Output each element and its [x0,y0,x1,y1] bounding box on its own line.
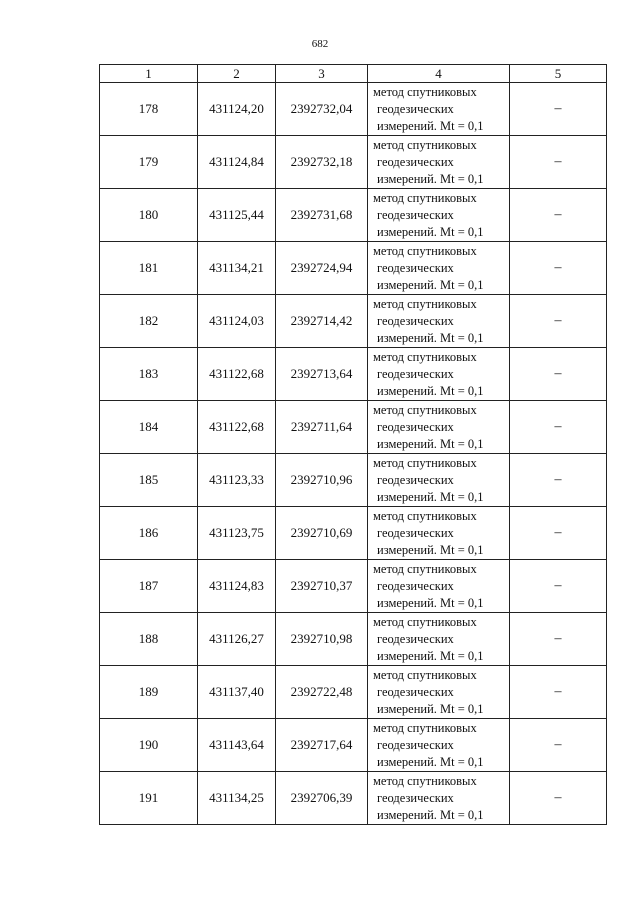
note-cell: – [510,401,607,454]
note-cell: – [510,83,607,136]
note-cell: – [510,560,607,613]
method-line: геодезических [377,472,454,487]
y-coordinate-cell: 2392724,94 [276,242,368,295]
point-number-cell: 181 [100,242,198,295]
header-row [100,65,607,83]
coordinates-table [99,64,607,825]
point-number-cell: 187 [100,560,198,613]
method-line: измерений. Mt = 0,1 [377,648,484,663]
x-coordinate-cell: 431122,68 [198,401,276,454]
table-row [100,507,607,560]
note-cell: – [510,666,607,719]
table-body [100,83,607,825]
point-number-cell: 180 [100,189,198,242]
method-line: измерений. Mt = 0,1 [377,595,484,610]
method-cell [368,242,510,295]
point-number-cell: 179 [100,136,198,189]
method-line: метод спутниковых [373,296,477,311]
note-cell: – [510,348,607,401]
point-number-cell: 183 [100,348,198,401]
method-line: метод спутниковых [373,349,477,364]
note-cell: – [510,507,607,560]
y-coordinate-cell: 2392732,18 [276,136,368,189]
method-line: геодезических [377,154,454,169]
method-line: измерений. Mt = 0,1 [377,436,484,451]
method-line: измерений. Mt = 0,1 [377,118,484,133]
method-cell [368,83,510,136]
note-cell: – [510,613,607,666]
table-row [100,560,607,613]
point-number-cell: 190 [100,719,198,772]
point-number-cell: 185 [100,454,198,507]
y-coordinate-cell: 2392714,42 [276,295,368,348]
note-cell: – [510,136,607,189]
table-row [100,83,607,136]
note-cell: – [510,295,607,348]
method-line: измерений. Mt = 0,1 [377,224,484,239]
table-header [100,65,607,83]
table-row [100,666,607,719]
method-line: метод спутниковых [373,84,477,99]
table-row [100,613,607,666]
point-number-cell: 178 [100,83,198,136]
point-number-cell: 191 [100,772,198,825]
method-cell [368,772,510,825]
point-number-cell: 186 [100,507,198,560]
x-coordinate-cell: 431126,27 [198,613,276,666]
y-coordinate-cell: 2392710,98 [276,613,368,666]
method-cell [368,136,510,189]
method-cell [368,348,510,401]
method-cell [368,401,510,454]
header-col-1: 1 [100,65,198,83]
method-line: геодезических [377,631,454,646]
method-line: геодезических [377,101,454,116]
method-line: измерений. Mt = 0,1 [377,701,484,716]
method-line: измерений. Mt = 0,1 [377,277,484,292]
method-line: метод спутниковых [373,243,477,258]
x-coordinate-cell: 431123,33 [198,454,276,507]
table-row [100,242,607,295]
table-row [100,719,607,772]
method-line: измерений. Mt = 0,1 [377,754,484,769]
table-row [100,772,607,825]
x-coordinate-cell: 431137,40 [198,666,276,719]
method-line: метод спутниковых [373,455,477,470]
method-cell [368,454,510,507]
method-line: геодезических [377,790,454,805]
y-coordinate-cell: 2392710,69 [276,507,368,560]
method-line: метод спутниковых [373,402,477,417]
y-coordinate-cell: 2392717,64 [276,719,368,772]
note-cell: – [510,719,607,772]
header-col-4: 4 [368,65,510,83]
table-row [100,136,607,189]
point-number-cell: 189 [100,666,198,719]
x-coordinate-cell: 431124,03 [198,295,276,348]
method-cell [368,507,510,560]
method-line: измерений. Mt = 0,1 [377,171,484,186]
table-row [100,348,607,401]
method-cell [368,295,510,348]
y-coordinate-cell: 2392711,64 [276,401,368,454]
note-cell: – [510,242,607,295]
y-coordinate-cell: 2392706,39 [276,772,368,825]
x-coordinate-cell: 431125,44 [198,189,276,242]
note-cell: – [510,189,607,242]
method-cell [368,560,510,613]
method-line: геодезических [377,313,454,328]
method-line: метод спутниковых [373,773,477,788]
method-line: измерений. Mt = 0,1 [377,489,484,504]
method-line: метод спутниковых [373,190,477,205]
y-coordinate-cell: 2392710,96 [276,454,368,507]
method-cell [368,666,510,719]
method-line: геодезических [377,260,454,275]
header-col-3: 3 [276,65,368,83]
table-row [100,401,607,454]
method-line: измерений. Mt = 0,1 [377,542,484,557]
method-line: геодезических [377,525,454,540]
point-number-cell: 188 [100,613,198,666]
method-line: метод спутниковых [373,137,477,152]
method-line: геодезических [377,737,454,752]
header-col-5: 5 [510,65,607,83]
header-col-2: 2 [198,65,276,83]
method-line: метод спутниковых [373,667,477,682]
table-row [100,295,607,348]
method-line: геодезических [377,366,454,381]
page-number: 682 [311,38,329,50]
x-coordinate-cell: 431124,84 [198,136,276,189]
x-coordinate-cell: 431134,25 [198,772,276,825]
x-coordinate-cell: 431122,68 [198,348,276,401]
x-coordinate-cell: 431143,64 [198,719,276,772]
method-cell [368,719,510,772]
x-coordinate-cell: 431123,75 [198,507,276,560]
x-coordinate-cell: 431124,83 [198,560,276,613]
method-line: геодезических [377,684,454,699]
method-line: геодезических [377,578,454,593]
method-line: геодезических [377,207,454,222]
method-line: измерений. Mt = 0,1 [377,330,484,345]
note-cell: – [510,454,607,507]
y-coordinate-cell: 2392732,04 [276,83,368,136]
x-coordinate-cell: 431134,21 [198,242,276,295]
method-line: метод спутниковых [373,720,477,735]
method-cell [368,613,510,666]
note-cell: – [510,772,607,825]
y-coordinate-cell: 2392713,64 [276,348,368,401]
y-coordinate-cell: 2392722,48 [276,666,368,719]
table-row [100,454,607,507]
method-line: метод спутниковых [373,508,477,523]
point-number-cell: 184 [100,401,198,454]
method-line: измерений. Mt = 0,1 [377,807,484,822]
point-number-cell: 182 [100,295,198,348]
y-coordinate-cell: 2392710,37 [276,560,368,613]
method-line: измерений. Mt = 0,1 [377,383,484,398]
y-coordinate-cell: 2392731,68 [276,189,368,242]
method-line: геодезических [377,419,454,434]
method-cell [368,189,510,242]
table-row [100,189,607,242]
method-line: метод спутниковых [373,614,477,629]
method-line: метод спутниковых [373,561,477,576]
x-coordinate-cell: 431124,20 [198,83,276,136]
